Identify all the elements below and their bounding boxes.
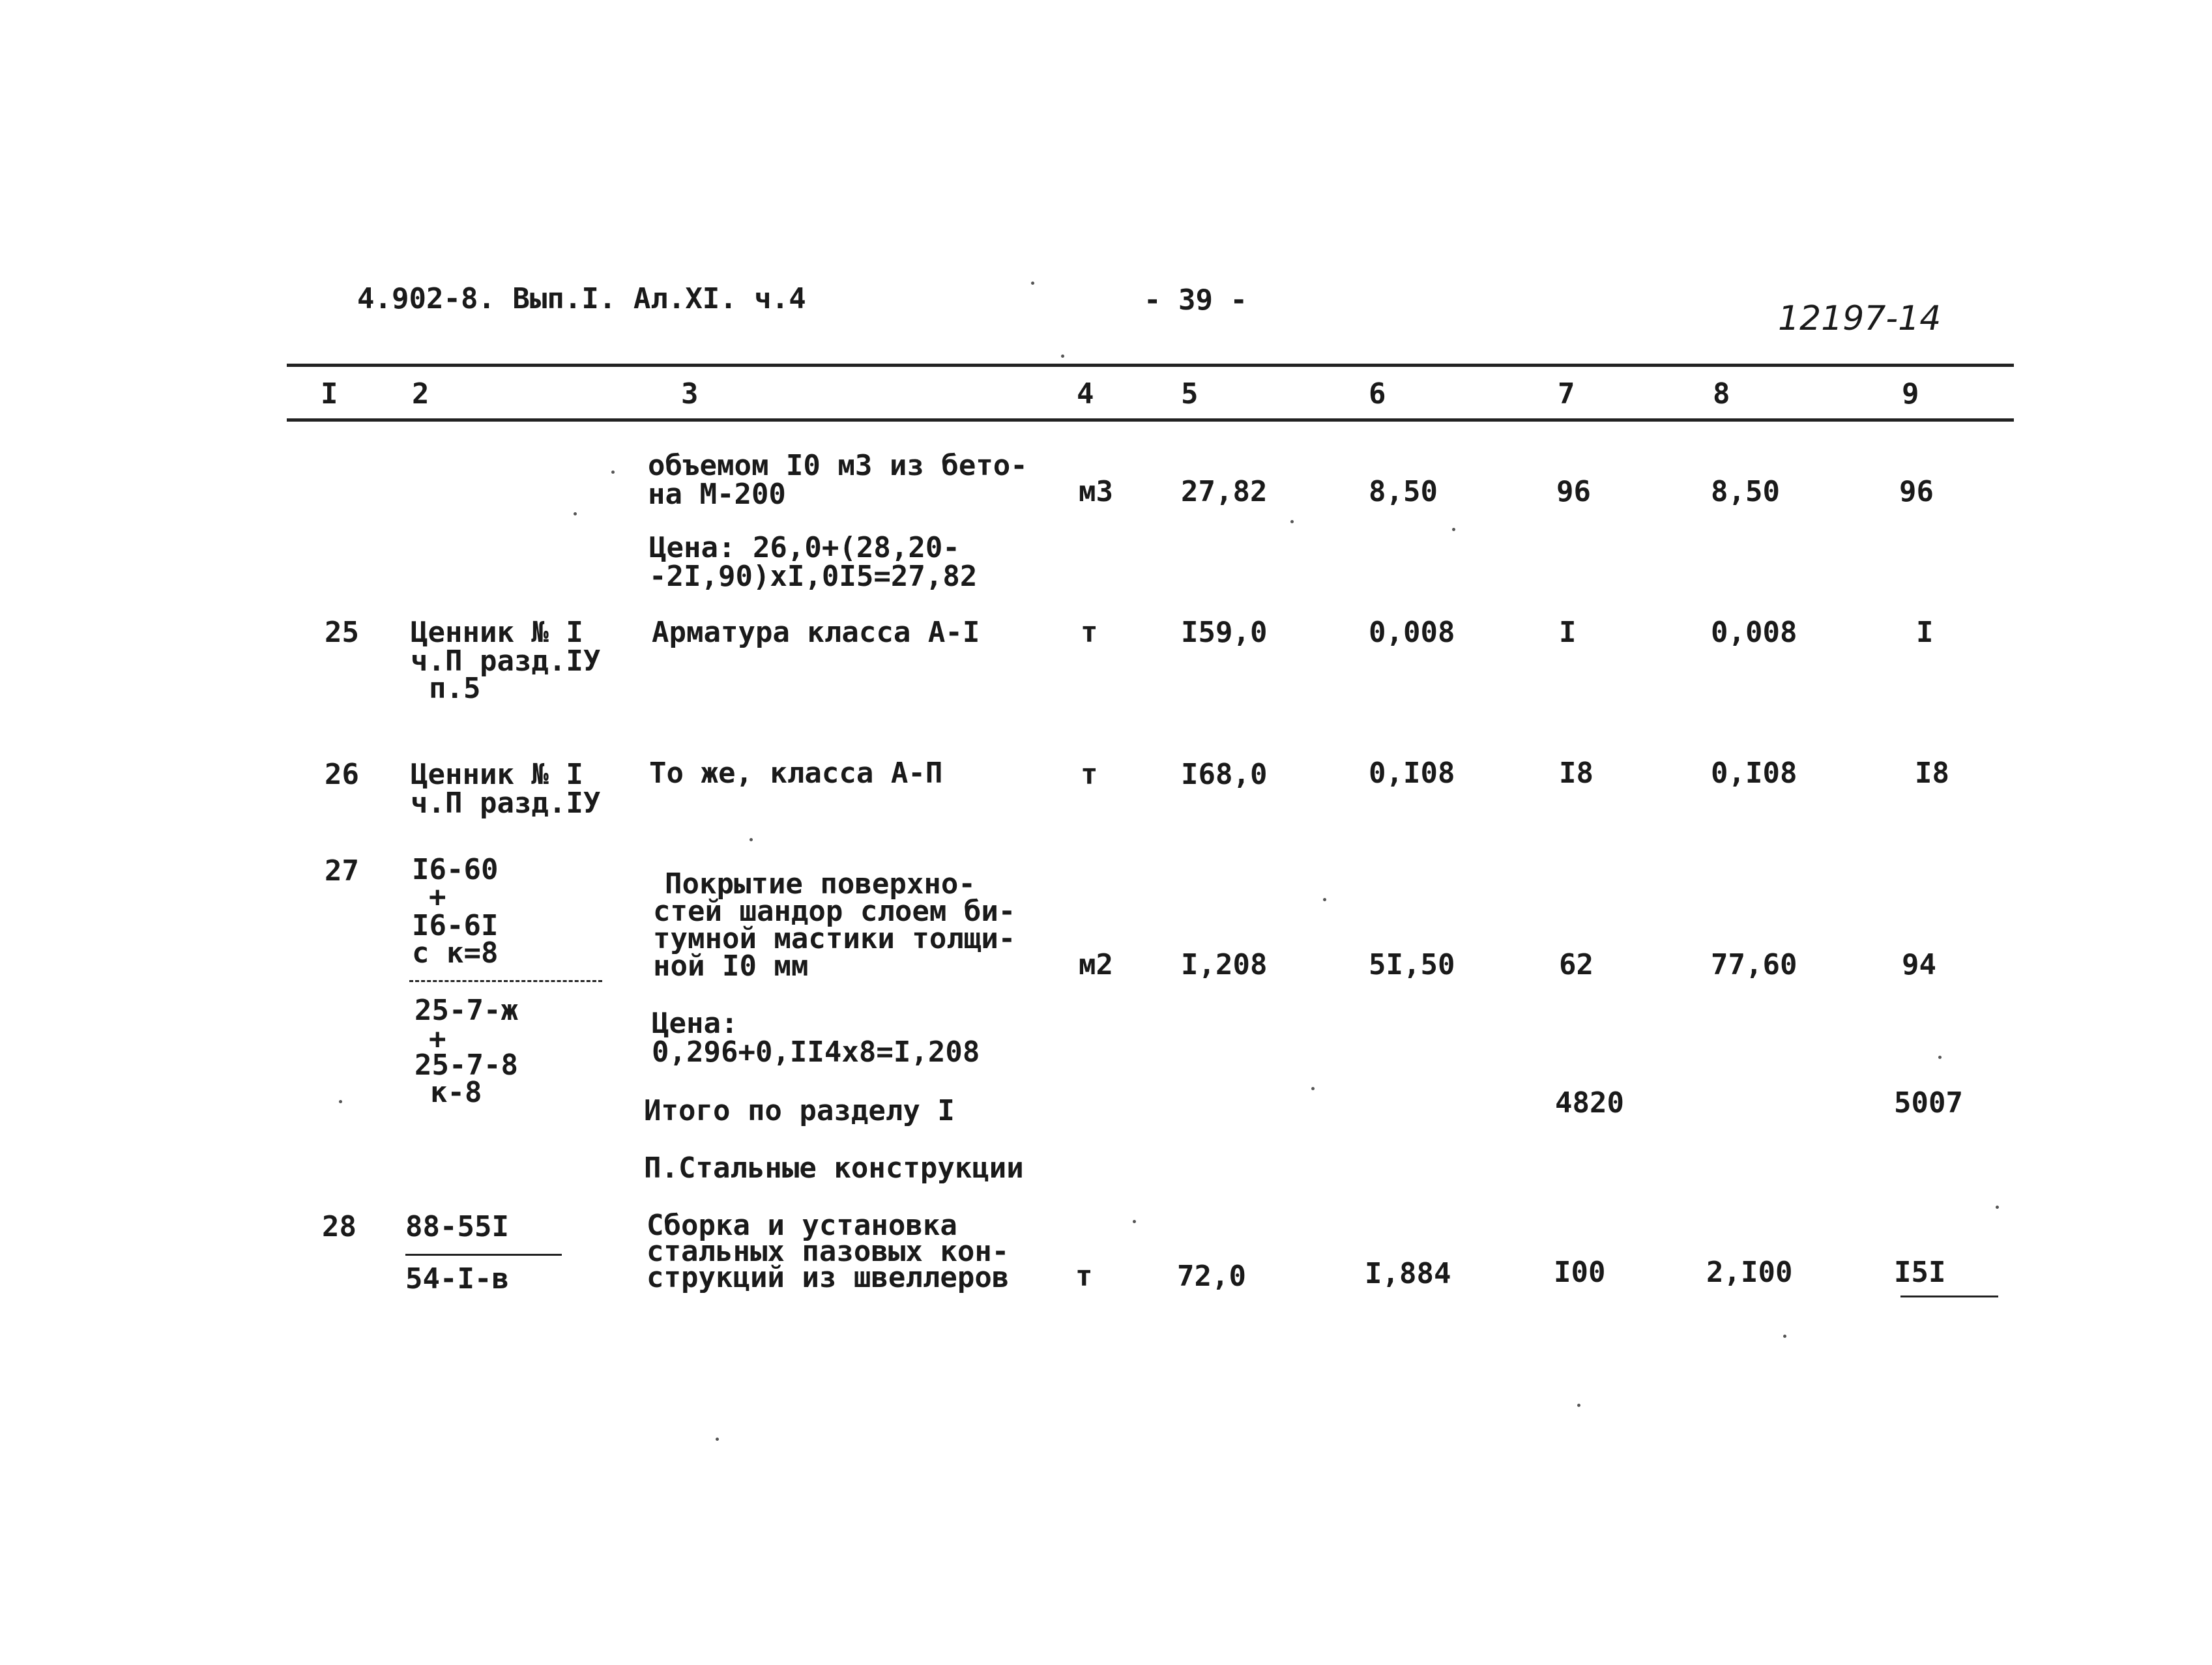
scan-speck (1996, 1206, 1999, 1209)
scan-speck (1133, 1220, 1136, 1223)
row26-unit: т (1081, 758, 1098, 791)
section-total-col9: 5007 (1894, 1086, 1963, 1120)
row28-number: 28 (322, 1210, 357, 1243)
row24-col8: 8,50 (1711, 475, 1780, 508)
row27-ref-line7: 25-7-8 (415, 1049, 518, 1082)
row28-col9: I5I (1894, 1256, 1946, 1289)
row26-col5: I68,0 (1181, 758, 1268, 791)
row25-unit: т (1081, 616, 1098, 649)
scan-speck (1783, 1335, 1786, 1338)
scan-speck (1452, 528, 1455, 531)
row27-col8: 77,60 (1711, 948, 1797, 981)
row24-col7: 96 (1556, 475, 1591, 508)
scan-speck (1577, 1404, 1580, 1407)
section-title: П.Стальные конструкции (644, 1151, 1024, 1185)
scan-speck (1290, 520, 1294, 523)
row27-price-line1: Цена: (652, 1007, 738, 1040)
row27-ref-line1: I6-60 (412, 853, 499, 886)
row24-price-line2: -2I,90)xI,0I5=27,82 (649, 560, 978, 593)
row25-ref-line3: п.5 (429, 672, 481, 705)
table-header-bottom-rule (287, 418, 2014, 422)
row25-description: Арматура класса А-I (652, 616, 980, 649)
row27-col5: I,208 (1181, 948, 1268, 981)
column-header-6: 6 (1369, 377, 1386, 411)
page-number: - 39 - (1144, 283, 1247, 317)
document-reference: 4.902-8. Вып.I. Ал.XI. ч.4 (357, 282, 806, 315)
row28-col6: I,884 (1365, 1257, 1451, 1290)
column-header-9: 9 (1902, 377, 1919, 411)
row28-col7: I00 (1554, 1256, 1606, 1289)
row26-col8: 0,I08 (1711, 757, 1797, 790)
row27-price-line2: 0,296+0,II4x8=I,208 (652, 1035, 980, 1069)
row25-col9: I (1916, 616, 1934, 649)
scan-speck (716, 1438, 719, 1441)
row27-ref-line3: I6-6I (412, 909, 499, 942)
column-header-1: I (321, 377, 338, 411)
row28-col8: 2,I00 (1706, 1256, 1793, 1289)
section-total-label: Итого по разделу I (644, 1094, 955, 1127)
row26-col6: 0,I08 (1369, 757, 1455, 790)
row25-number: 25 (325, 616, 359, 649)
row27-description-line2: стей шандор слоем би- (653, 895, 1016, 928)
scan-speck (1311, 1087, 1315, 1090)
scan-speck (1061, 355, 1064, 358)
row28-description-line3: струкций из швеллеров (647, 1261, 1010, 1294)
row27-description-line3: тумной мастики толщи- (653, 922, 1016, 955)
row24-description-line1: объемом I0 м3 из бето- (648, 449, 1028, 482)
row24-description-line2: на М-200 (648, 478, 786, 511)
scan-speck (574, 512, 577, 515)
row27-description-line1: Покрытие поверхно- (665, 867, 976, 901)
row28-trailing-rule (1900, 1296, 1998, 1297)
row27-description-line4: ной I0 мм (653, 949, 809, 983)
row28-description-line2: стальных пазовых кон- (647, 1235, 1010, 1268)
row28-description-line1: Сборка и установка (647, 1209, 957, 1242)
column-header-5: 5 (1181, 377, 1199, 411)
row25-ref-line1: Ценник № I (411, 616, 583, 649)
row25-ref-line2: ч.П разд.IУ (411, 644, 601, 678)
row24-unit: м3 (1079, 475, 1113, 508)
row24-col5: 27,82 (1181, 475, 1268, 508)
table-top-rule (287, 364, 2014, 367)
row25-col8: 0,008 (1711, 616, 1797, 649)
handwritten-number: 12197-14 (1778, 299, 1942, 338)
row24-price-line1: Цена: 26,0+(28,20- (649, 531, 960, 564)
row24-col9: 96 (1899, 475, 1934, 508)
row28-unit: т (1075, 1260, 1093, 1293)
scan-speck (1938, 1056, 1942, 1059)
row28-ref-line2: 54-I-в (405, 1262, 509, 1296)
scan-speck (1323, 898, 1326, 901)
row27-ref-line4: с к=8 (412, 936, 499, 970)
row27-ref-line6: + (429, 1022, 446, 1056)
column-header-8: 8 (1713, 377, 1730, 411)
row27-ref-line5: 25-7-ж (415, 994, 518, 1027)
section-total-col7: 4820 (1555, 1086, 1624, 1120)
row27-ref-line2: + (429, 880, 446, 914)
scan-speck (339, 1100, 342, 1103)
row26-ref-line2: ч.П разд.IУ (411, 787, 601, 820)
column-header-2: 2 (412, 377, 429, 411)
row27-unit: м2 (1079, 948, 1113, 981)
row28-ref-divider (405, 1254, 562, 1256)
column-header-3: 3 (681, 377, 699, 411)
row27-col7: 62 (1559, 948, 1594, 981)
row26-number: 26 (325, 758, 359, 791)
row25-col7: I (1559, 616, 1577, 649)
row26-description: То же, класса А-П (649, 757, 943, 790)
row26-ref-line1: Ценник № I (411, 758, 583, 791)
row27-col6: 5I,50 (1369, 948, 1455, 981)
row27-number: 27 (325, 854, 359, 888)
row28-ref-line1: 88-55I (405, 1210, 509, 1243)
column-header-4: 4 (1077, 377, 1094, 411)
row26-col7: I8 (1559, 757, 1594, 790)
row28-col5: 72,0 (1177, 1260, 1246, 1293)
column-header-7: 7 (1558, 377, 1575, 411)
row25-col6: 0,008 (1369, 616, 1455, 649)
row25-col5: I59,0 (1181, 616, 1268, 649)
row26-col9: I8 (1915, 757, 1949, 790)
row24-col6: 8,50 (1369, 475, 1438, 508)
row27-col9: 94 (1902, 948, 1936, 981)
scan-speck (1031, 282, 1034, 285)
row27-ref-line8: к-8 (430, 1076, 482, 1109)
scan-speck (611, 471, 615, 474)
row27-ref-divider (409, 980, 602, 982)
scan-speck (749, 838, 753, 841)
